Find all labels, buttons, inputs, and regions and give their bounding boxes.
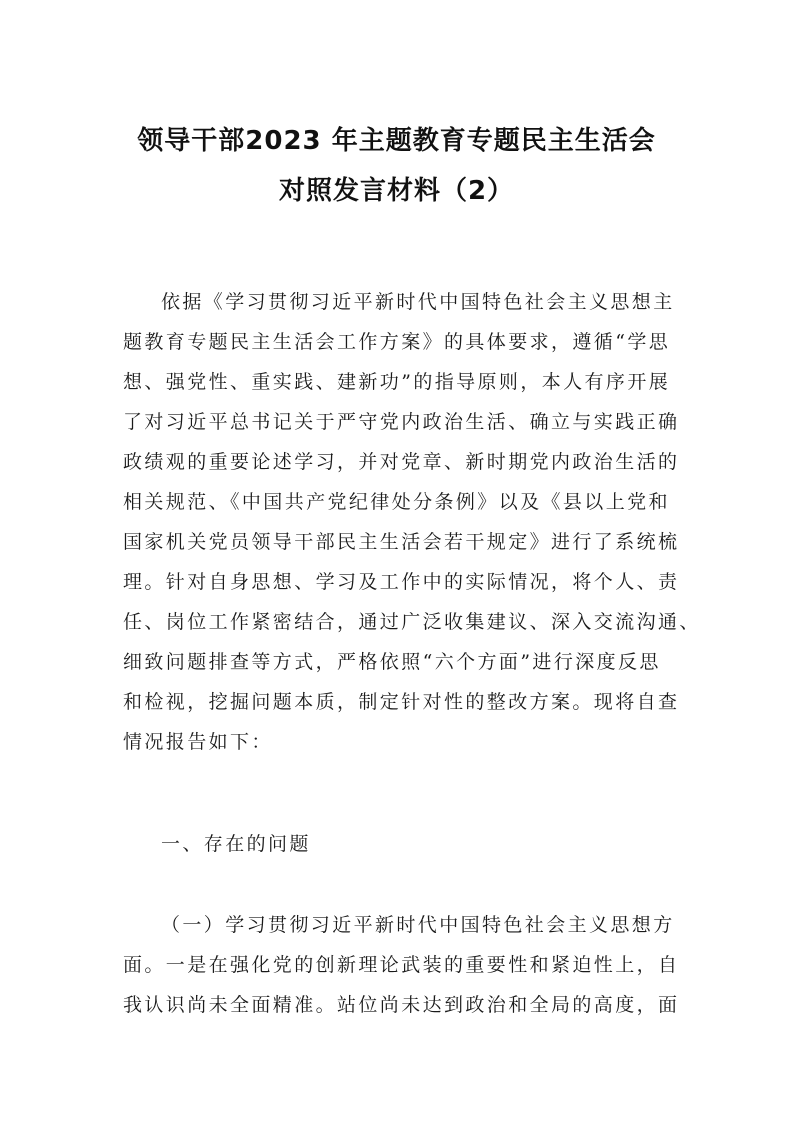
paragraph-line: 理。针对自身思想、学习及工作中的实际情况，将个人、责: [123, 571, 680, 593]
paragraph-line: 情况报告如下：: [123, 731, 273, 753]
paragraph-line: 国家机关党员领导干部民主生活会若干规定》进行了系统梳: [123, 531, 680, 553]
paragraph-line: 想、强党性、重实践、建新功”的指导原则，本人有序开展: [123, 371, 671, 393]
paragraph-line: 任、岗位工作紧密结合，通过广泛收集建议、深入交流沟通、: [123, 611, 701, 633]
paragraph-line: 相关规范、《中国共产党纪律处分条例》以及《县以上党和: [123, 491, 670, 513]
paragraph-line: 题教育专题民主生活会工作方案》的具体要求，遵循“学思: [123, 331, 671, 353]
section-heading-text: 一、存在的问题: [161, 833, 311, 855]
paragraph-line: 依据《学习贯彻习近平新时代中国特色社会主义思想主: [161, 291, 675, 313]
paragraph-line: （一）学习贯彻习近平新时代中国特色社会主义思想方: [161, 914, 675, 936]
document-title-line-1: 领导干部2023 年主题教育专题民主生活会: [137, 126, 656, 156]
paragraph-line: 我认识尚未全面精准。站位尚未达到政治和全局的高度，面: [123, 994, 680, 1016]
paragraph-line: 面。一是在强化党的创新理论武装的重要性和紧迫性上，自: [123, 954, 680, 976]
paragraph-line: 和检视，挖掘问题本质，制定针对性的整改方案。现将自查: [123, 691, 680, 713]
paragraph-line: 了对习近平总书记关于严守党内政治生活、确立与实践正确: [123, 411, 680, 433]
document-title-line-2: 对照发言材料（2）: [278, 176, 515, 206]
paragraph-line: 细致问题排查等方式，严格依照“六个方面”进行深度反思: [123, 651, 661, 673]
intro-paragraph: [123, 282, 701, 762]
paragraph-line: 政绩观的重要论述学习，并对党章、新时期党内政治生活的: [123, 451, 680, 473]
section-heading: [123, 824, 683, 864]
section-paragraph: [123, 905, 683, 1025]
